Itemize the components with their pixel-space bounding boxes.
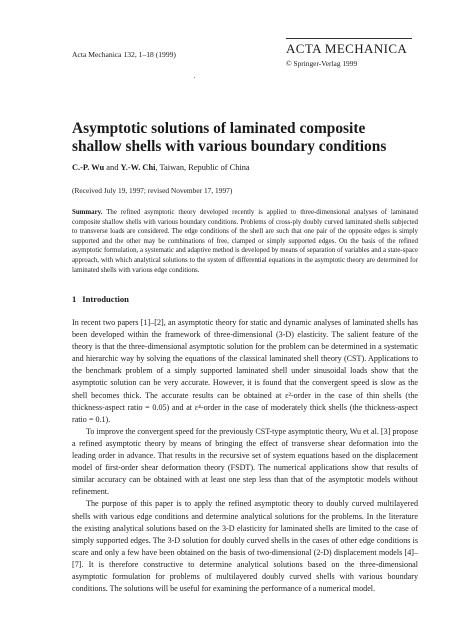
authors-and: and bbox=[104, 163, 121, 172]
brand-rule bbox=[286, 38, 412, 39]
paragraph-3: The purpose of this paper is to apply the refined asymptotic theory to doubly curved multilayered shells with various edge conditions and determine analytical solutions for the problems. In the literature the existing analytical solutions based on the 3-D elasticity for laminated shells are limited to the case of simply supported edges. The 3-D solution for doubly curved shells in the cases of other edge conditions is scare and only a few have been obtained on the basis of two-dimensional (2-D) displacement models [4]–[7]. It is therefore constructive to determine analytical solutions based on the three-dimensional asymptotic formulation for problems of multilayered doubly curved shells with various boundary conditions. The solutions will be useful for examining the performance of a numerical model. bbox=[72, 499, 418, 594]
title-line-1: Asymptotic solutions of laminated composite bbox=[72, 120, 366, 137]
affiliation: , Taiwan, Republic of China bbox=[155, 163, 250, 172]
section-title: Introduction bbox=[82, 294, 129, 304]
author-1: C.-P. Wu bbox=[72, 163, 105, 172]
paragraph-2: To improve the convergent speed for the previously CST-type asymptotic theory, Wu et al. [3] propose a refined asymptotic theory by means of bringing the effect of transverse shear deformation into the leading order in advance. That results in the recursive set of system equations based on the displacement model of first-order shear deformation theory (FSDT). The numerical applications show that results of similar accuracy can be obtained with at least one step less than that of the asymptotic models without refinement. bbox=[72, 426, 418, 497]
abstract bbox=[72, 208, 418, 275]
paper-title bbox=[72, 120, 432, 156]
scan-speck bbox=[194, 77, 195, 78]
abstract-text: The refined asymptotic theory developed recently is applied to three-dimensional analyses of laminated composite shallow shells with various boundary conditions. Problems of cross-ply doubly curved laminated shells subjected to transverse loads are considered. The edge conditions of the shell are such that one pair of the opposite edges is simply supported and the other may be combinations of free, clamped or simply supported edges. On the basis of the refined asymptotic formulation, a systematic and adaptive method is developed by means of separation of variables and a state-space approach, with which analytical solutions to the system of differential equations in the asymptotic theory are determined for laminated shells with various edge conditions. bbox=[72, 209, 418, 274]
section-heading bbox=[72, 294, 129, 304]
journal-reference: Acta Mechanica 132, 1–18 (1999) bbox=[72, 50, 176, 59]
received-dates: (Received July 19, 1997; revised November 17, 1997) bbox=[72, 186, 233, 195]
body-text bbox=[72, 317, 418, 595]
journal-brand bbox=[286, 38, 412, 68]
authors bbox=[72, 163, 250, 172]
copyright: © Springer-Verlag 1999 bbox=[286, 59, 358, 68]
paragraph-1: In recent two papers [1]–[2], an asymptotic theory for static and dynamic analyses of laminated shells has been developed within the framework of three-dimensional (3-D) elasticity. The salient feature of the theory is that the three-dimensional asymptotic solution for the problem can be determined in a systematic and hierarchic way by solving the equations of the classical laminated shell theory (CST). Applications to the benchmark problem of a simply supported laminated shell under sinusoidal loads show that the asymptotic solution can be very accurate. However, it is found that the convergent speed is slow as the shell becomes thick. The accurate results can be obtained at ε²-order in the case of thin shells (the thickness-aspect ratio = 0.05) and at ε⁴-order in the case of moderately thick shells (the thickness-aspect ratio = 0.1). bbox=[72, 318, 418, 424]
section-number: 1 bbox=[72, 294, 77, 304]
abstract-label: Summary. bbox=[72, 209, 103, 216]
journal-name: ACTA MECHANICA bbox=[286, 41, 408, 56]
author-2: Y.-W. Chi bbox=[120, 163, 156, 172]
title-line-2: shallow shells with various boundary conditions bbox=[72, 138, 387, 155]
